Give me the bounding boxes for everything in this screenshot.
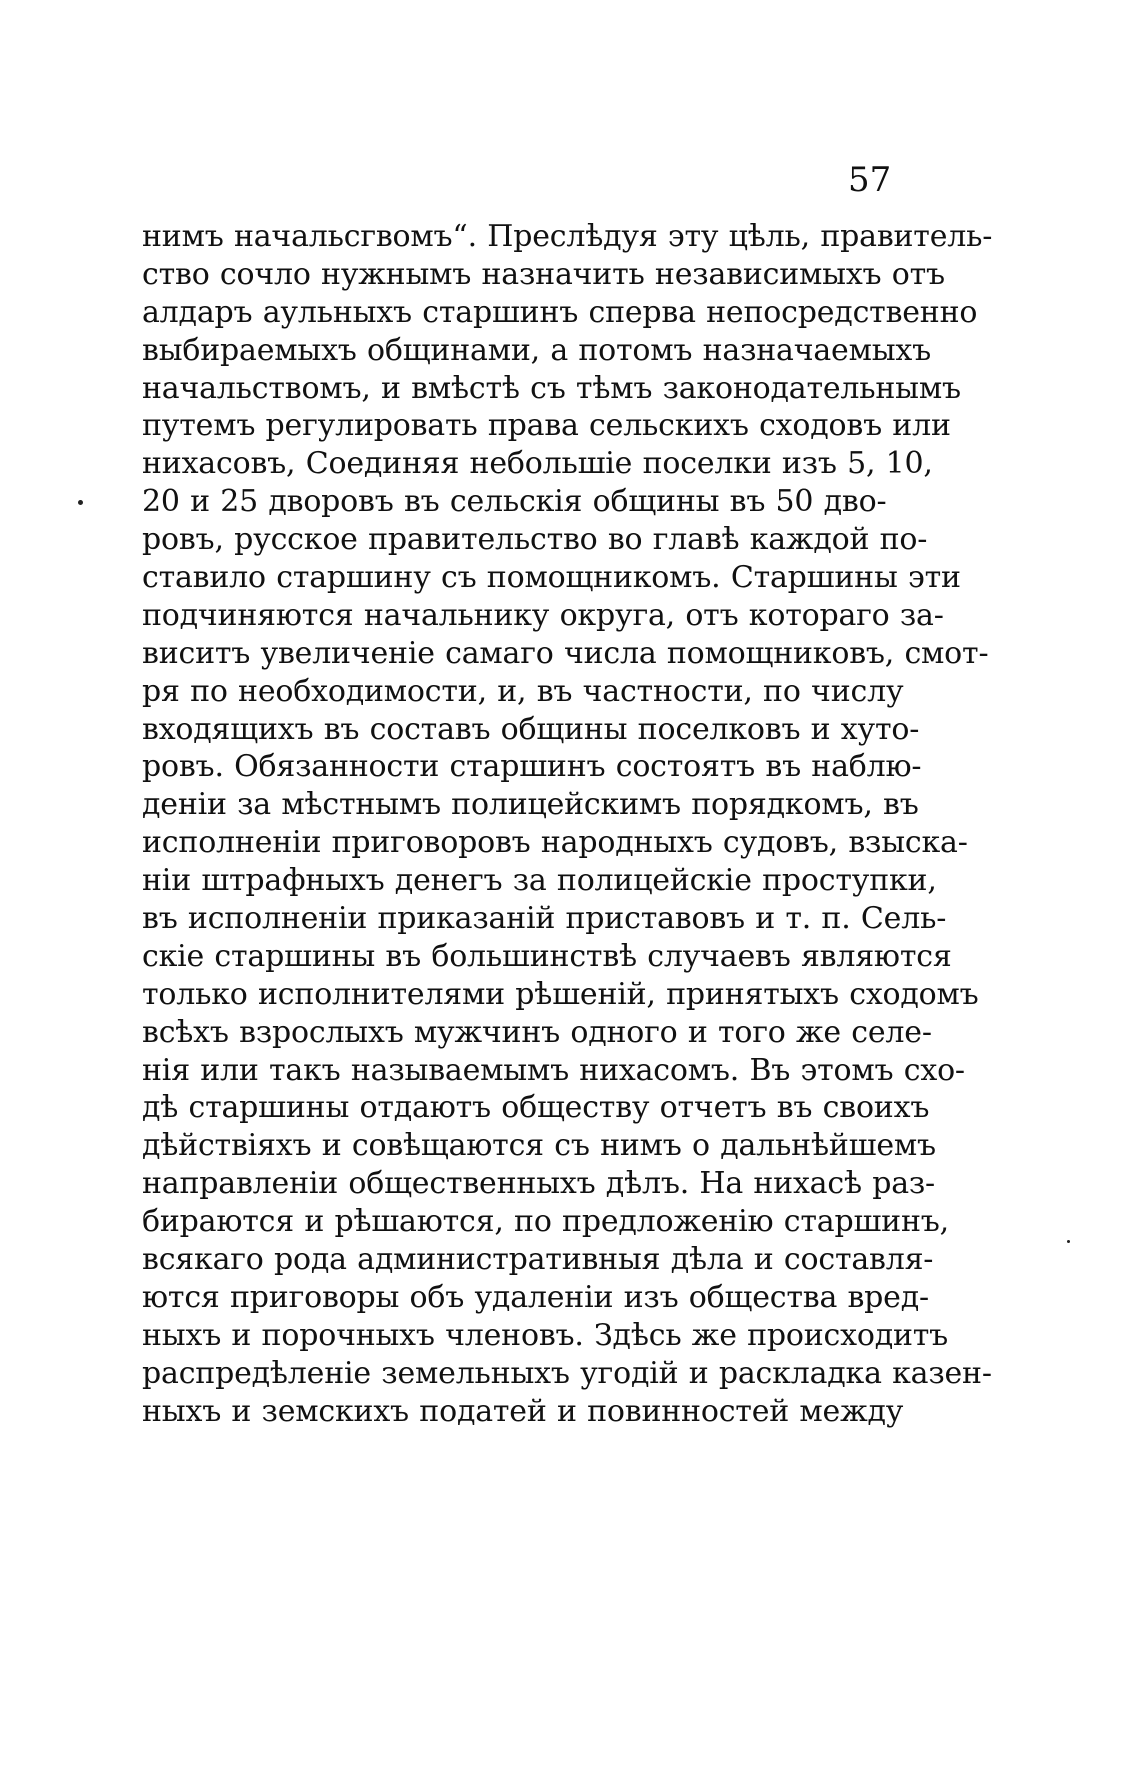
- text-line: ровъ, русское правительство во главѣ каждой по-: [142, 522, 928, 558]
- text-line: направленiи общественныхъ дѣлъ. На нихасѣ раз-: [142, 1166, 935, 1202]
- text-line: 20 и 25 дворовъ въ сельскiя общины въ 50 дво-: [142, 484, 887, 520]
- text-line: ставило старшину съ помощникомъ. Старшины эти: [142, 560, 961, 596]
- text-line: виситъ увеличенiе самаго числа помощниковъ, смот-: [142, 635, 989, 671]
- text-line: ныхъ и земскихъ податей и повинностей между: [142, 1393, 904, 1429]
- text-line: нiи штрафныхъ денегъ за полицейскiе проступки,: [142, 863, 937, 899]
- text-line: скiе старшины въ большинствѣ случаевъ являются: [142, 938, 952, 974]
- text-line: всякаго рода административныя дѣла и составля-: [142, 1242, 934, 1278]
- text-line: алдаръ аульныхъ старшинъ сперва непосредственно: [142, 294, 978, 330]
- text-line: входящихъ въ составъ общины поселковъ и хуто-: [142, 711, 920, 747]
- text-line: дѣйствiяхъ и совѣщаются съ нимъ о дальнѣйшемъ: [142, 1128, 936, 1164]
- text-line: всѣхъ взрослыхъ мужчинъ одного и того же селе-: [142, 1014, 932, 1050]
- text-line: выбираемыхъ общинами, а потомъ назначаемыхъ: [142, 332, 932, 368]
- page-number: 57: [848, 160, 892, 200]
- text-line: нимъ начальсгвомъ“. Преслѣдуя эту цѣль, правитель-: [142, 219, 993, 254]
- text-line: ря по необходимости, и, въ частности, по числу: [142, 673, 904, 709]
- text-line: дѣ старшины отдаютъ обществу отчетъ въ своихъ: [142, 1090, 930, 1126]
- text-line: въ исполненiи приказанiй приставовъ и т. п. Сель-: [142, 901, 947, 937]
- margin-speck: [78, 500, 83, 505]
- margin-speck: [1067, 1240, 1070, 1243]
- text-line: распредѣленiе земельныхъ угодiй и раскладка казен-: [142, 1355, 992, 1391]
- text-line: подчиняются начальнику округа, отъ котораго за-: [142, 597, 944, 633]
- text-line: начальствомъ, и вмѣстѣ съ тѣмъ законодательнымъ: [142, 370, 961, 406]
- text-line: путемъ регулировать права сельскихъ сходовъ или: [142, 408, 951, 444]
- text-line: ныхъ и порочныхъ членовъ. Здѣсь же происходитъ: [142, 1317, 949, 1353]
- text-line: исполненiи приговоровъ народныхъ судовъ, взыска-: [142, 825, 968, 861]
- text-line: ство сочло нужнымъ назначить независимыхъ отъ: [142, 256, 945, 292]
- text-line: денiи за мѣстнымъ полицейскимъ порядкомъ, въ: [142, 787, 919, 823]
- text-line: нихасовъ, Соединяя небольшiе поселки изъ 5, 10,: [142, 446, 933, 482]
- text-line: ются приговоры объ удаленiи изъ общества вред-: [142, 1279, 929, 1315]
- text-line: нiя или такъ называемымъ нихасомъ. Въ этомъ схо-: [142, 1052, 965, 1088]
- text-line: только исполнителями рѣшенiй, принятыхъ сходомъ: [142, 976, 979, 1012]
- text-line: бираются и рѣшаются, по предложенiю старшинъ,: [142, 1204, 949, 1240]
- text-line: ровъ. Обязанности старшинъ состоятъ въ наблю-: [142, 749, 922, 785]
- body-text: [142, 218, 993, 1431]
